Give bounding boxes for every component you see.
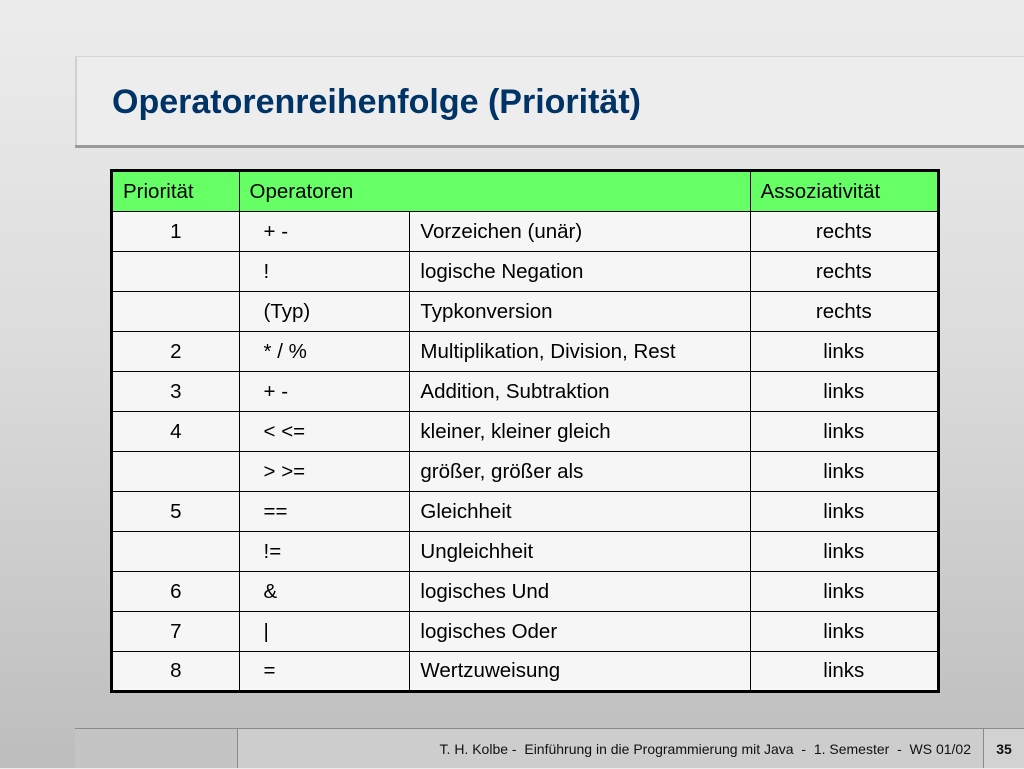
cell-description: kleiner, kleiner gleich	[410, 412, 750, 452]
cell-associativity: links	[750, 452, 938, 492]
cell-associativity: rechts	[750, 252, 938, 292]
cell-priority: 6	[112, 572, 240, 612]
table-row	[112, 612, 939, 652]
cell-operator: + -	[239, 372, 410, 412]
cell-description: logisches Oder	[410, 612, 750, 652]
table-row	[112, 572, 939, 612]
title-bar-edge	[75, 57, 77, 145]
cell-associativity: links	[750, 412, 938, 452]
cell-description: Ungleichheit	[410, 532, 750, 572]
operator-priority-table	[110, 169, 940, 693]
cell-associativity: links	[750, 612, 938, 652]
cell-priority: 1	[112, 212, 240, 252]
cell-description: logisches Und	[410, 572, 750, 612]
table-row	[112, 532, 939, 572]
cell-priority: 4	[112, 412, 240, 452]
cell-associativity: links	[750, 332, 938, 372]
cell-operator: ==	[239, 492, 410, 532]
cell-description: logische Negation	[410, 252, 750, 292]
footer	[75, 728, 1024, 768]
cell-associativity: links	[750, 372, 938, 412]
cell-priority: 7	[112, 612, 240, 652]
cell-associativity: rechts	[750, 212, 938, 252]
cell-operator: + -	[239, 212, 410, 252]
table-row	[112, 452, 939, 492]
cell-operator: |	[239, 612, 410, 652]
table-row	[112, 252, 939, 292]
cell-operator: > >=	[239, 452, 410, 492]
cell-associativity: rechts	[750, 292, 938, 332]
cell-associativity: links	[750, 652, 938, 692]
cell-associativity: links	[750, 572, 938, 612]
cell-description: Gleichheit	[410, 492, 750, 532]
cell-operator: < <=	[239, 412, 410, 452]
page-number: 35	[984, 729, 1024, 768]
cell-operator: &	[239, 572, 410, 612]
table-row	[112, 292, 939, 332]
cell-operator: !	[239, 252, 410, 292]
table-row	[112, 492, 939, 532]
cell-description: Wertzuweisung	[410, 652, 750, 692]
cell-description: Typkonversion	[410, 292, 750, 332]
table-row	[112, 372, 939, 412]
cell-priority	[112, 292, 240, 332]
cell-priority	[112, 532, 240, 572]
cell-priority: 8	[112, 652, 240, 692]
cell-operator: !=	[239, 532, 410, 572]
title-bar	[75, 56, 1024, 148]
header-associativity: Assoziativität	[750, 171, 938, 212]
cell-priority: 3	[112, 372, 240, 412]
table-row	[112, 212, 939, 252]
cell-priority	[112, 252, 240, 292]
cell-associativity: links	[750, 532, 938, 572]
table-row	[112, 412, 939, 452]
cell-priority: 2	[112, 332, 240, 372]
cell-description: Addition, Subtraktion	[410, 372, 750, 412]
table-body	[112, 212, 939, 692]
slide-title: Operatorenreihenfolge (Priorität)	[112, 83, 641, 121]
footer-text: T. H. Kolbe - Einführung in die Programmierung mit Java - 1. Semester - WS 01/02	[238, 729, 984, 768]
cell-associativity: links	[750, 492, 938, 532]
cell-description: Vorzeichen (unär)	[410, 212, 750, 252]
table-header-row	[112, 171, 939, 212]
cell-operator: (Typ)	[239, 292, 410, 332]
cell-priority: 5	[112, 492, 240, 532]
cell-priority	[112, 452, 240, 492]
cell-operator: =	[239, 652, 410, 692]
table-row	[112, 652, 939, 692]
cell-operator: * / %	[239, 332, 410, 372]
cell-description: Multiplikation, Division, Rest	[410, 332, 750, 372]
cell-description: größer, größer als	[410, 452, 750, 492]
header-priority: Priorität	[112, 171, 240, 212]
header-operators: Operatoren	[239, 171, 750, 212]
footer-blank-cell	[75, 729, 238, 768]
table-row	[112, 332, 939, 372]
